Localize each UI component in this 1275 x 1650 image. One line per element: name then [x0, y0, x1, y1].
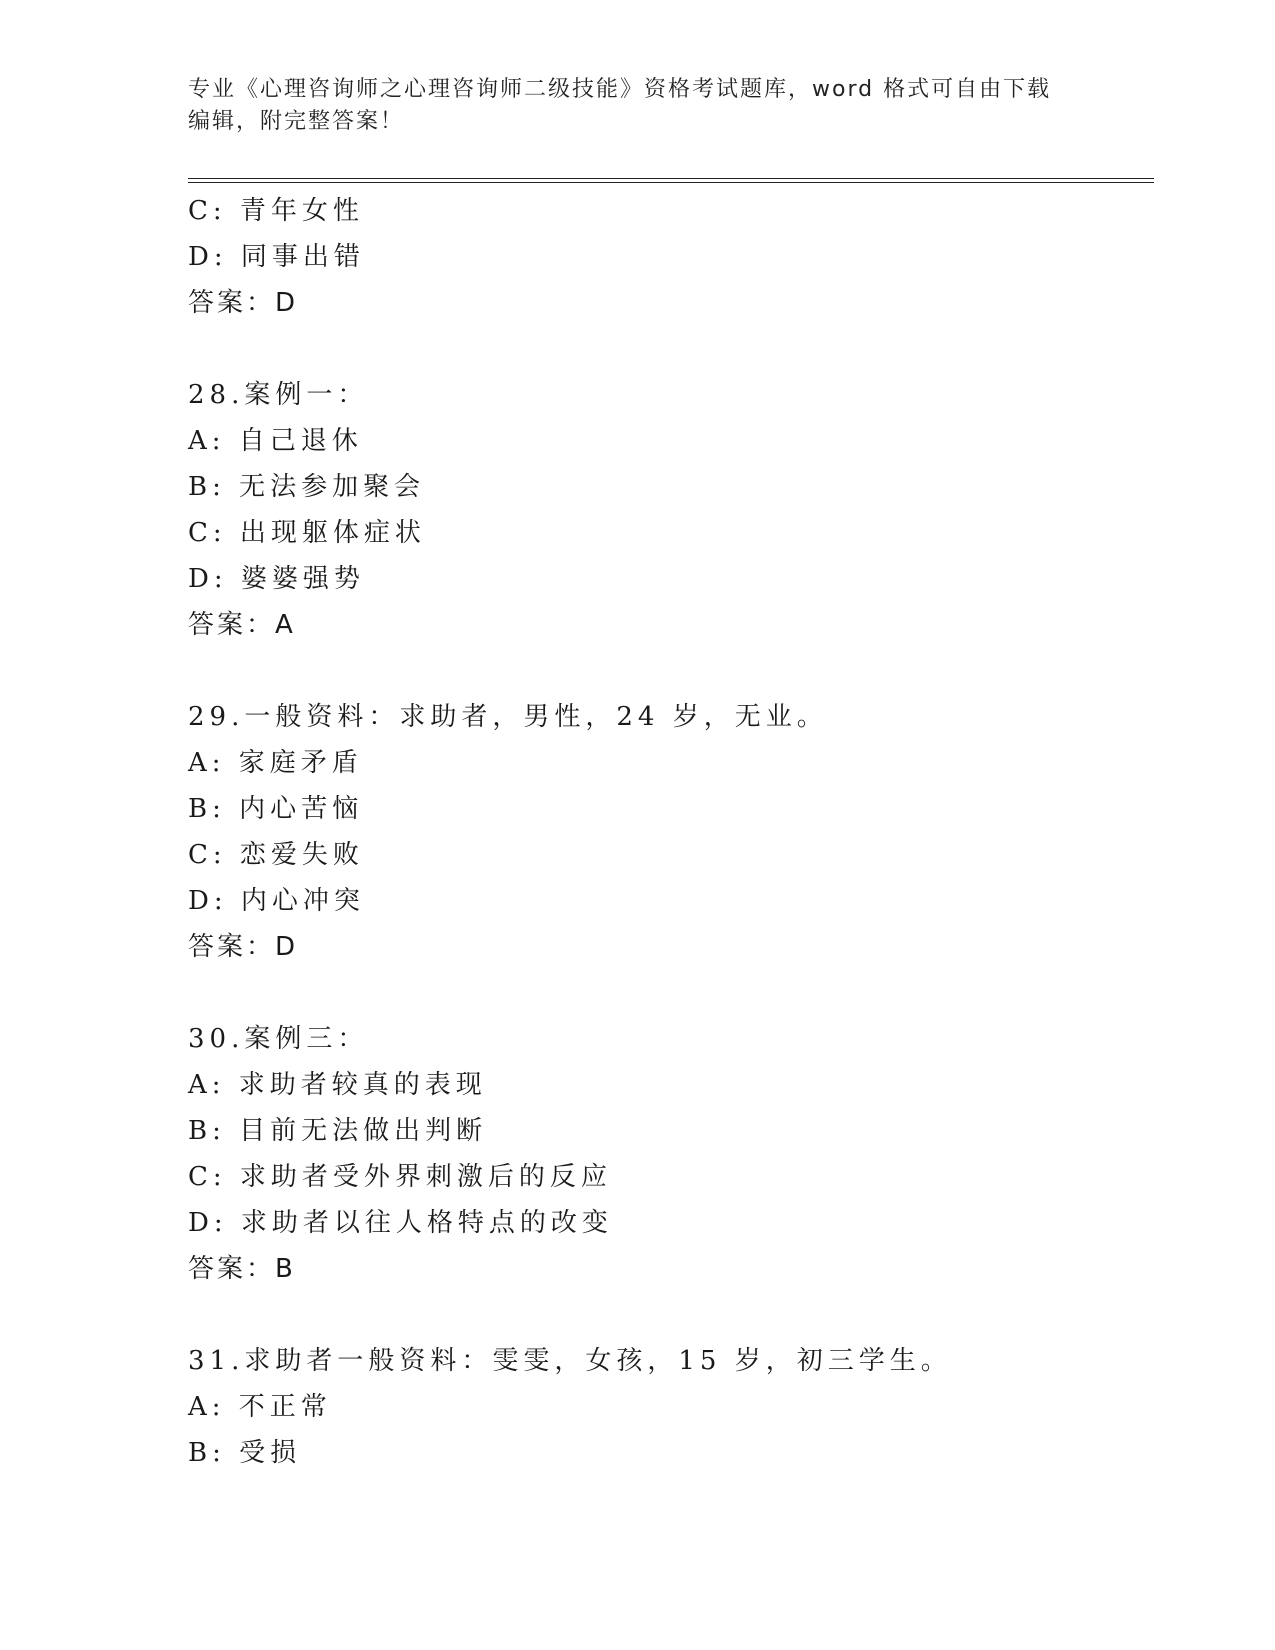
- question-stem: 31.求助者一般资料：雯雯，女孩，15 岁，初三学生。: [188, 1346, 952, 1376]
- answer-text: 答案：B: [188, 1254, 296, 1284]
- question-28: [188, 372, 1148, 648]
- option-d: D: 婆婆强势: [188, 564, 365, 594]
- option-d: D: 同事出错: [188, 242, 365, 272]
- question-27: [188, 188, 1148, 326]
- question-31: [188, 1338, 1148, 1476]
- option-b: B: 内心苦恼: [188, 794, 364, 824]
- option-c: C: 恋爱失败: [188, 840, 364, 870]
- question-stem: 28.案例一：: [188, 380, 369, 410]
- answer-text: 答案：D: [188, 932, 299, 962]
- document-header: [188, 74, 1088, 138]
- header-line-2: 编辑，附完整答案！: [188, 109, 405, 134]
- option-a: A: 自己退休: [188, 426, 363, 456]
- answer-text: 答案：A: [188, 610, 296, 640]
- header-divider: [188, 178, 1154, 183]
- answer-text: 答案：D: [188, 288, 299, 318]
- question-stem: 29.一般资料：求助者，男性，24 岁，无业。: [188, 702, 828, 732]
- header-line-1: 专业《心理咨询师之心理咨询师二级技能》资格考试题库，word 格式可自由下载: [188, 77, 1052, 102]
- option-c: C: 求助者受外界刺激后的反应: [188, 1162, 612, 1192]
- option-b: B: 无法参加聚会: [188, 472, 426, 502]
- spacer: [188, 1292, 1148, 1338]
- option-d: D: 求助者以往人格特点的改变: [188, 1208, 613, 1238]
- option-b: B: 受损: [188, 1438, 302, 1468]
- question-29: [188, 694, 1148, 970]
- option-d: D: 内心冲突: [188, 886, 365, 916]
- option-b: B: 目前无法做出判断: [188, 1116, 488, 1146]
- option-a: A: 不正常: [188, 1392, 332, 1422]
- option-c: C: 出现躯体症状: [188, 518, 426, 548]
- spacer: [188, 326, 1148, 372]
- question-list: [188, 188, 1148, 1476]
- spacer: [188, 648, 1148, 694]
- question-30: [188, 1016, 1148, 1292]
- spacer: [188, 970, 1148, 1016]
- option-a: A: 求助者较真的表现: [188, 1070, 487, 1100]
- option-a: A: 家庭矛盾: [188, 748, 363, 778]
- option-c: C: 青年女性: [188, 196, 364, 226]
- question-stem: 30.案例三：: [188, 1024, 369, 1054]
